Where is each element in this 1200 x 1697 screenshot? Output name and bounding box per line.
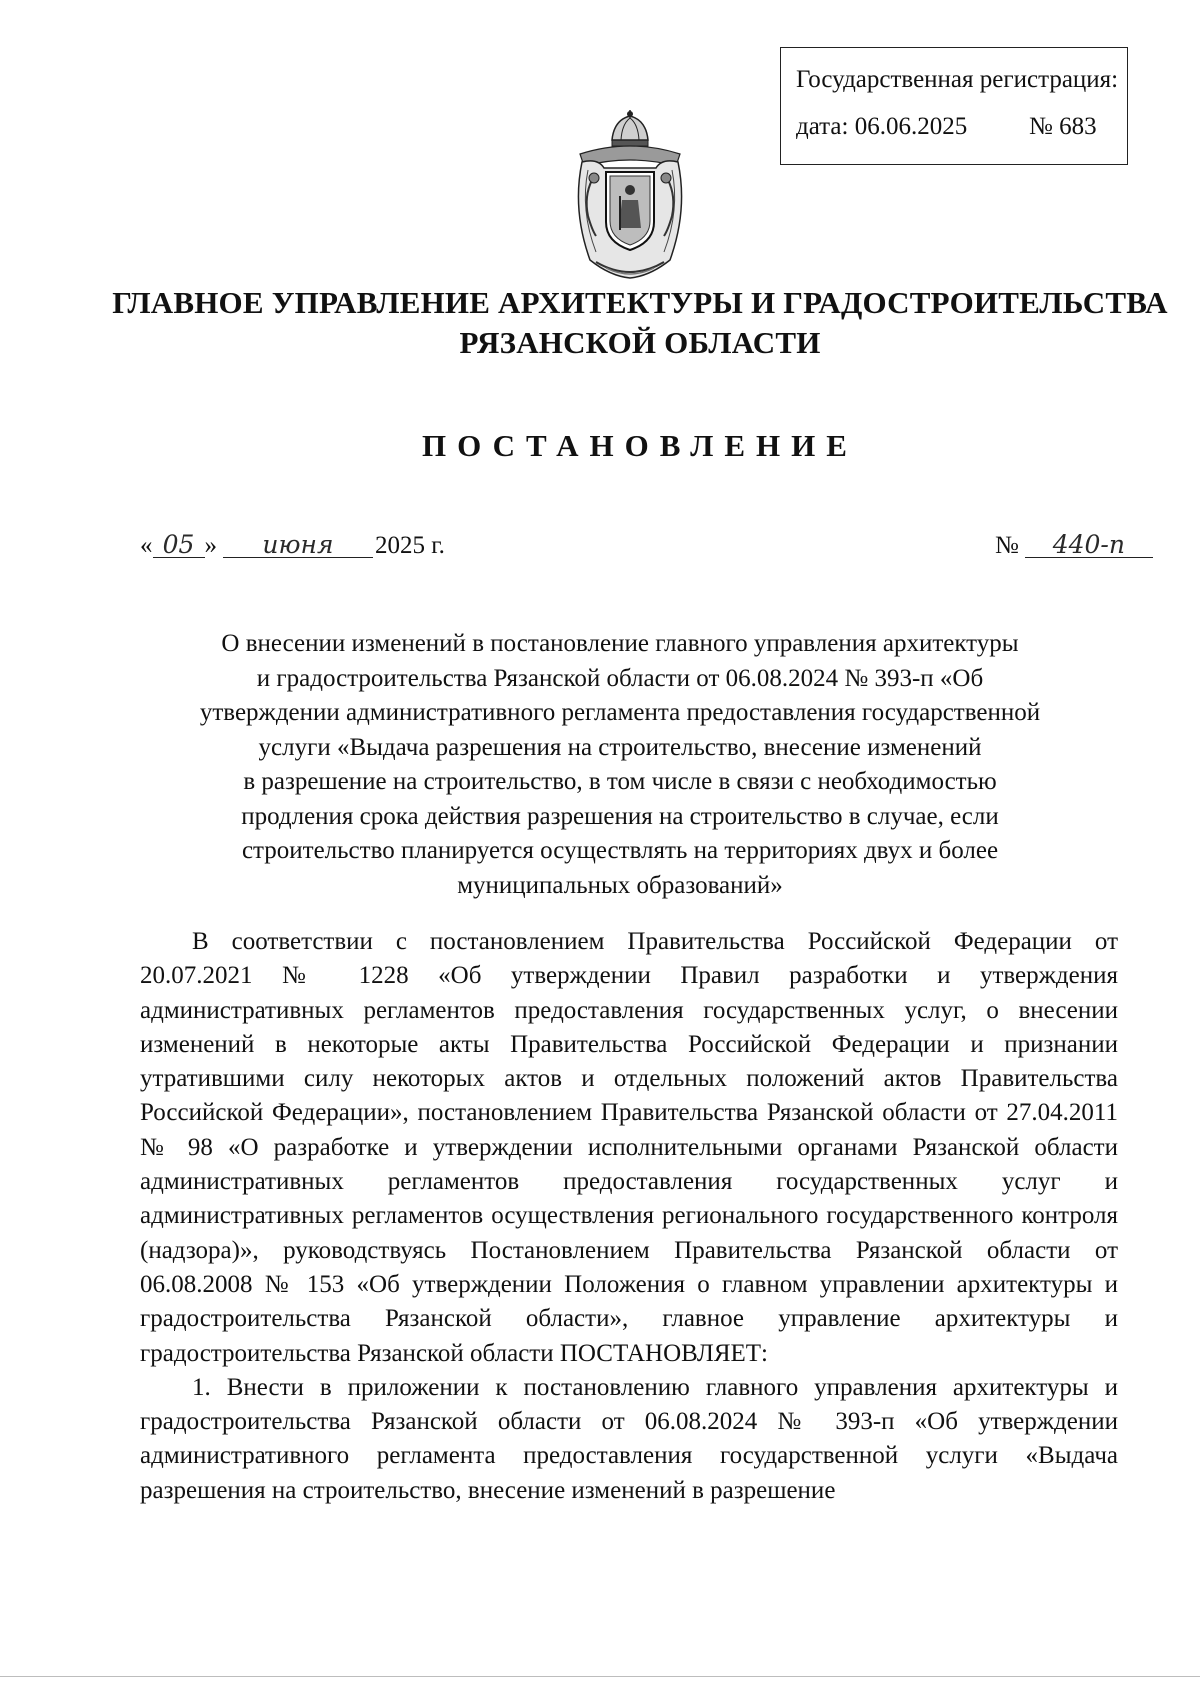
page-bottom-divider — [0, 1676, 1200, 1677]
body-paragraph-item-1: 1. Внести в приложении к постановлению главного управления архитектуры и градостроительства Рязанской области от 06.08.2024 № 393-п «Об утверждении административного регламента предоставления государственной услуги «Выдача разрешения на строительство, внесение изменений в разрешение — [140, 1373, 1118, 1504]
date-close-quote: » — [204, 532, 217, 559]
body-paragraph-preamble: В соответствии с постановлением Правительства Российской Федерации от 20.07.2021 № 1228 «Об утверждении Правил разработки и утверждения административных регламентов предоставления государственных услуг, о внесении изменений в некоторые акты Правительства Российской Федерации и признании утратившими силу некоторых актов и отдельных положений актов Правительства Российской Федерации», постановлением Правительства Рязанской области от 27.04.2011 № 98 «О разработке и утверждении исполнительными органами Рязанской области административных регламентов предоставления государственных услуг и административных регламентов осуществления регионального государственного контроля (надзора)», руководствуясь Постановлением Правительства Рязанской области от 06.08.2008 № 153 «Об утверждении Положения о главном управлении архитектуры и градостроительства Рязанской области», главное управление архитектуры и градостроительства Рязанской области ПОСТАНОВЛЯЕТ: — [140, 928, 1118, 1367]
subject-line: услуги «Выдача разрешения на строительство, внесение изменений — [258, 733, 982, 761]
handwritten-month: июня — [223, 533, 373, 558]
registration-date: дата: 06.06.2025 — [796, 113, 968, 140]
document-subject — [120, 627, 1120, 903]
handwritten-day: 05 — [153, 533, 205, 558]
organization-name-line-1: ГЛАВНОЕ УПРАВЛЕНИЕ АРХИТЕКТУРЫ И ГРАДОСТРОИТЕЛЬСТВА — [112, 285, 1168, 320]
handwritten-number: 440-п — [1025, 533, 1153, 558]
document-date — [140, 532, 445, 560]
subject-line: утверждении административного регламента предоставления государственной — [199, 699, 1041, 726]
subject-line: строительство планируется осуществлять на территориях двух и более — [241, 837, 999, 864]
subject-line: продления срока действия разрешения на строительство в случае, если — [241, 802, 999, 830]
document-type-heading: ПОСТАНОВЛЕНИЕ — [422, 428, 858, 463]
subject-line: в разрешение на строительство, в том числе в связи с необходимостью — [243, 768, 997, 795]
document-body — [140, 925, 1118, 1508]
number-prefix: № — [995, 532, 1019, 559]
subject-line: муниципальных образований» — [457, 871, 783, 899]
registration-title: Государственная регистрация: — [796, 66, 1119, 93]
date-year: 2025 г. — [375, 532, 445, 559]
coat-of-arms-icon — [566, 110, 694, 282]
state-registration-box — [780, 47, 1128, 165]
organization-name-line-2: РЯЗАНСКОЙ ОБЛАСТИ — [459, 325, 821, 360]
document-number — [995, 532, 1153, 560]
subject-line: и градостроительства Рязанской области от 06.08.2024 № 393-п «Об — [256, 664, 984, 692]
date-open-quote: « — [140, 532, 153, 559]
organization-name — [60, 283, 1200, 363]
registration-number: № 683 — [1029, 113, 1097, 140]
subject-line: О внесении изменений в постановление главного управления архитектуры — [221, 630, 1019, 657]
